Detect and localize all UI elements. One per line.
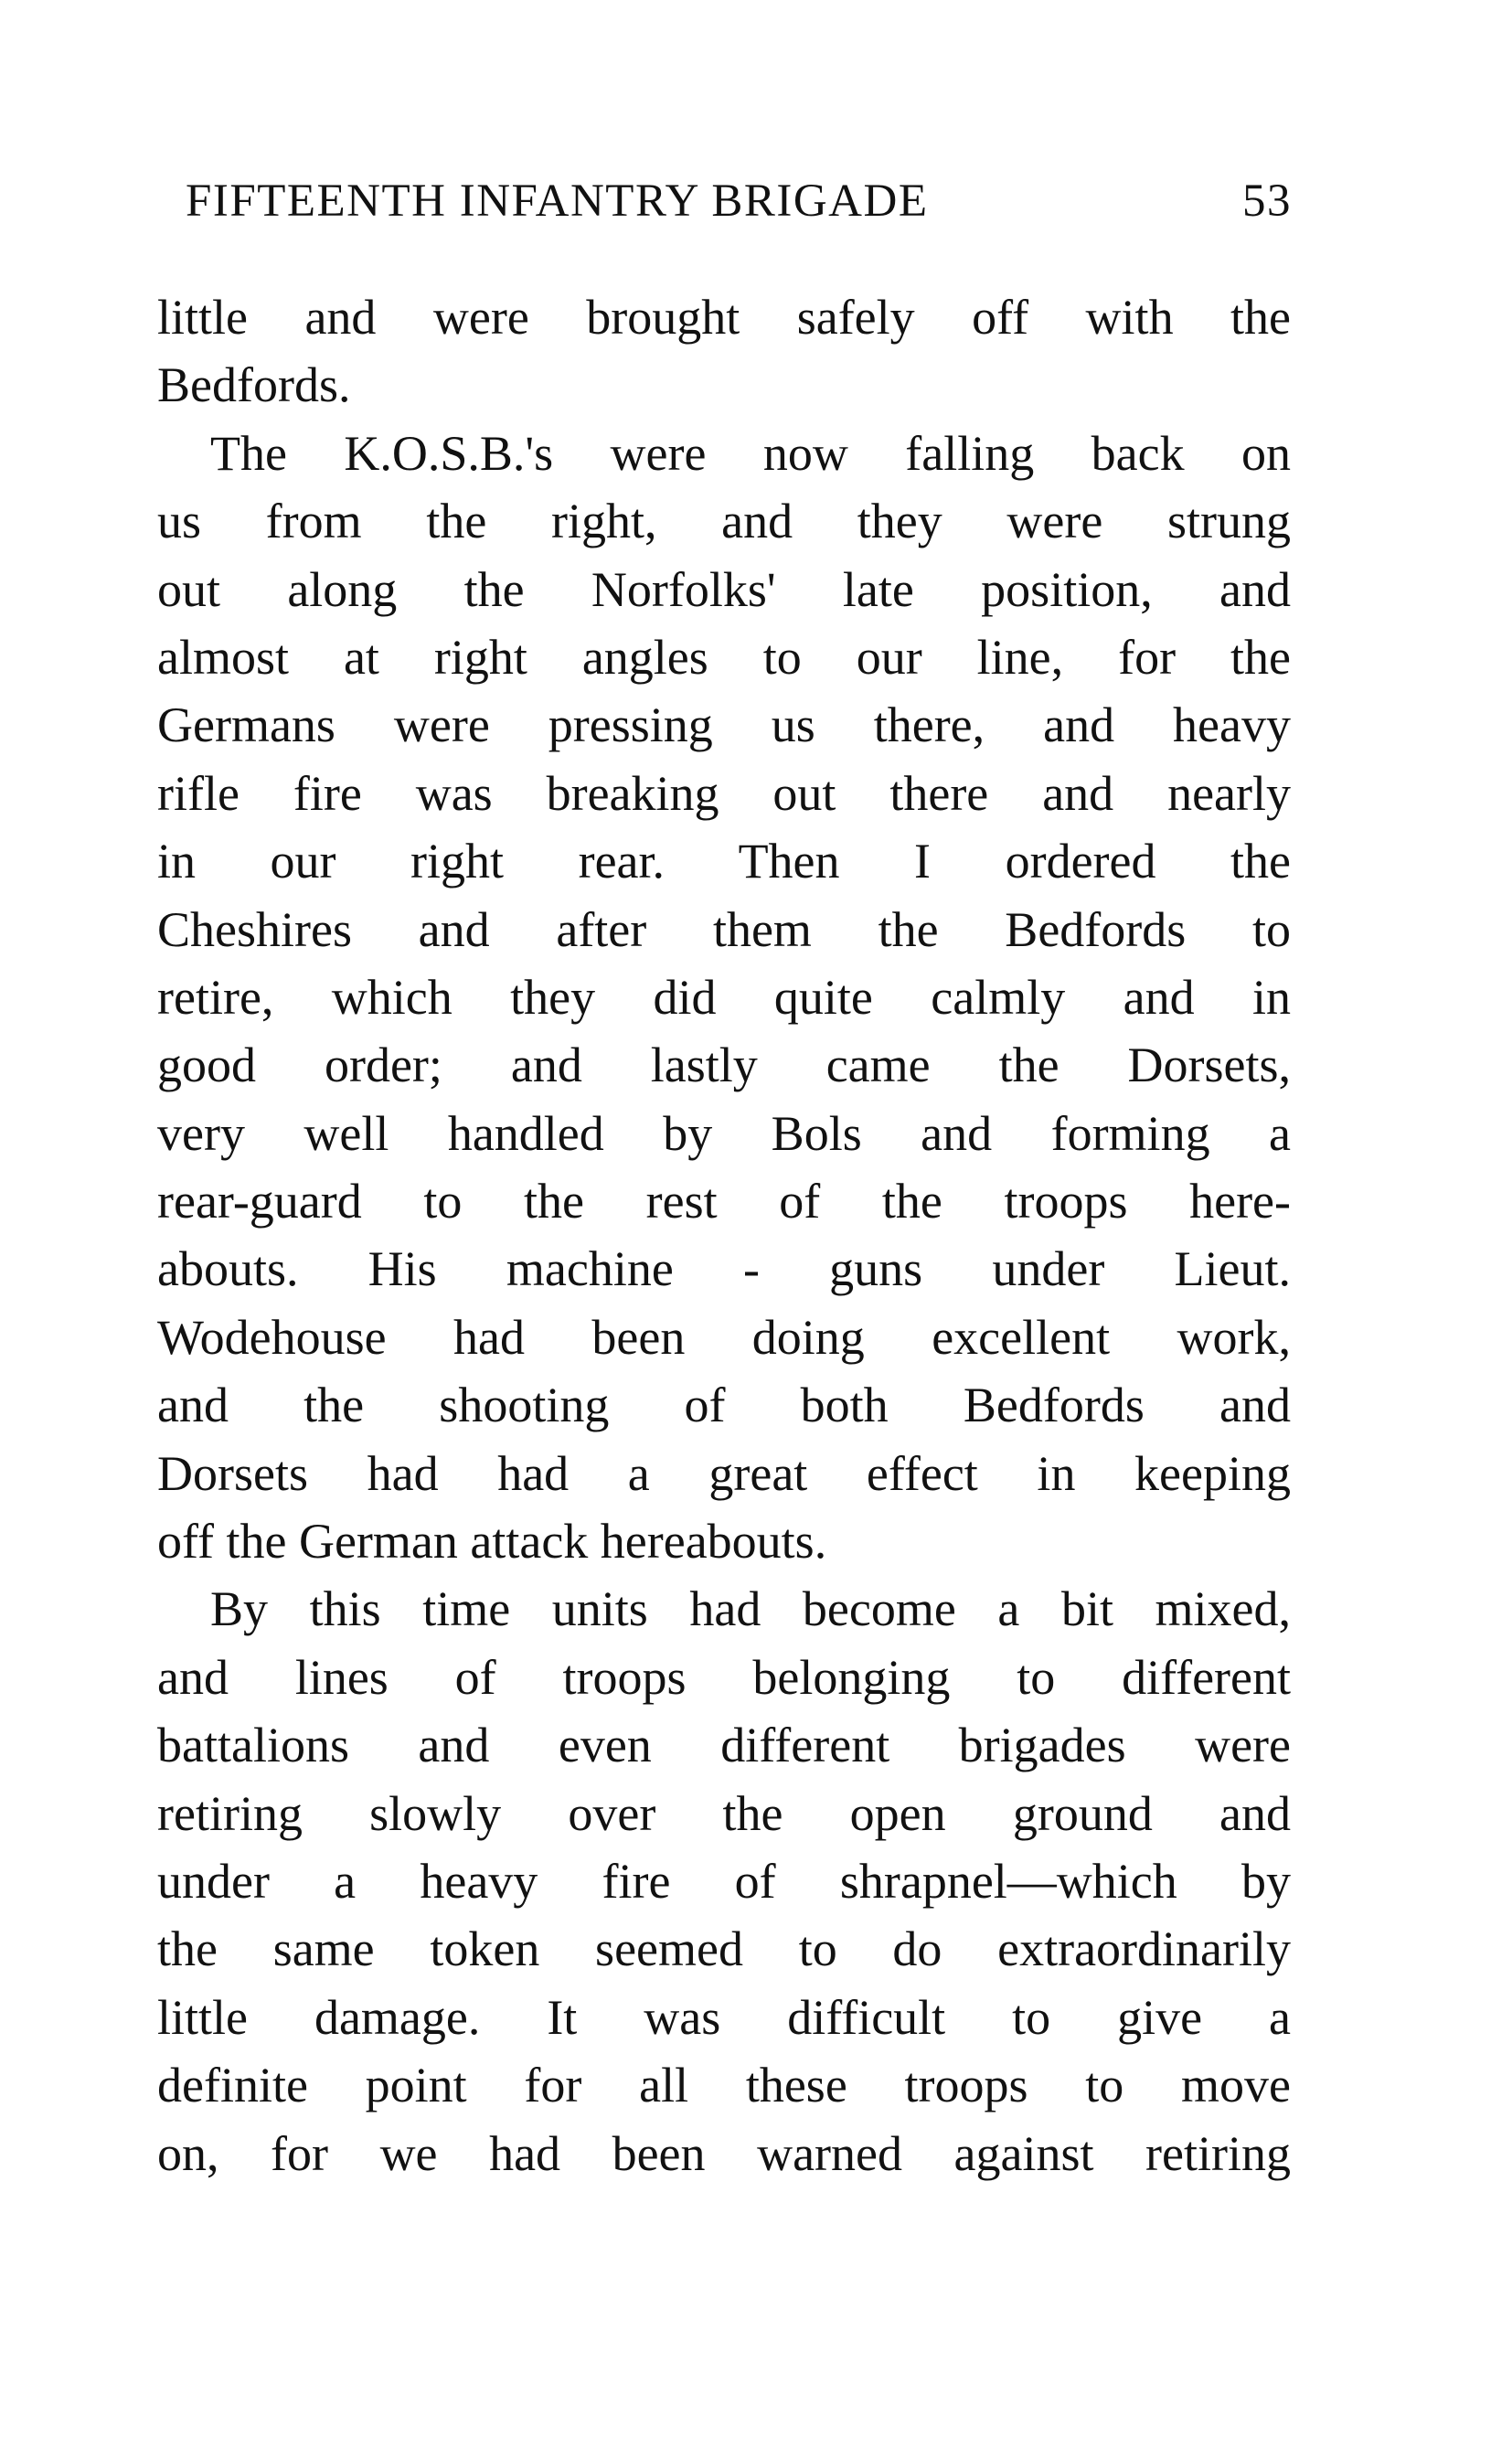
text-line: and lines of troops belonging to different: [157, 1649, 1291, 1705]
running-title: FIFTEENTH INFANTRY BRIGADE: [186, 176, 929, 227]
text-line: abouts. His machine - guns under Lieut.: [157, 1241, 1291, 1297]
text-line: under a heavy fire of shrapnel—which by: [157, 1853, 1291, 1909]
text-line: definite point for all these troops to move: [157, 2058, 1291, 2113]
text-line: good order; and lastly came the Dorsets,: [157, 1038, 1291, 1093]
text-line: Dorsets had had a great effect in keeping: [157, 1445, 1291, 1501]
text-line: Cheshires and after them the Bedfords to: [157, 901, 1291, 957]
text-line: on, for we had been warned against retiring: [157, 2125, 1291, 2181]
text-line: Wodehouse had been doing excellent work,: [157, 1309, 1291, 1365]
body-text: [157, 283, 1291, 2187]
text-line: and the shooting of both Bedfords and: [157, 1378, 1291, 1433]
text-line: out along the Norfolks' late position, and: [157, 561, 1291, 617]
text-line: retiring slowly over the open ground and: [157, 1785, 1291, 1841]
page-number: 53: [1242, 176, 1292, 227]
text-line: The K.O.S.B.'s were now falling back on: [210, 425, 1291, 481]
text-line: retire, which they did quite calmly and in: [157, 969, 1291, 1025]
text-line: Germans were pressing us there, and heavy: [157, 697, 1291, 753]
text-line: us from the right, and they were strung: [157, 494, 1291, 549]
text-line: By this time units had become a bit mixed,: [210, 1581, 1291, 1637]
text-line: off the German attack hereabouts.: [157, 1514, 827, 1570]
paragraph: [157, 420, 1291, 1576]
text-line: Bedfords.: [157, 357, 351, 413]
text-line: rifle fire was breaking out there and nearly: [157, 765, 1291, 821]
text-line: very well handled by Bols and forming a: [157, 1105, 1291, 1161]
text-line: rear-guard to the rest of the troops here-: [157, 1174, 1291, 1229]
running-head: [186, 174, 1292, 229]
text-line: little damage. It was difficult to give a: [157, 1989, 1291, 2045]
text-line: battalions and even different brigades were: [157, 1718, 1291, 1773]
text-line: the same token seemed to do extraordinarily: [157, 1921, 1291, 1977]
text-line: little and were brought safely off with the: [157, 290, 1291, 345]
text-line: in our right rear. Then I ordered the: [157, 834, 1291, 889]
paragraph: [157, 283, 1291, 420]
text-line: almost at right angles to our line, for the: [157, 629, 1291, 685]
paragraph: [157, 1575, 1291, 2187]
